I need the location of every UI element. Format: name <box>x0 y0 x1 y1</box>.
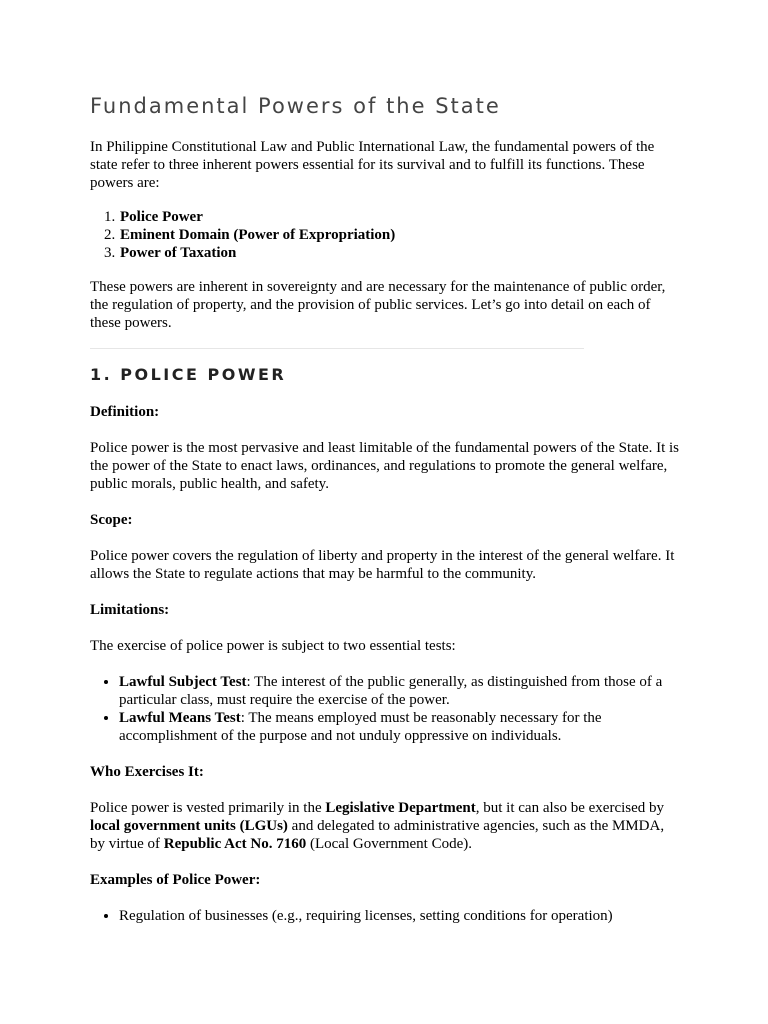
list-item <box>119 244 682 262</box>
list-item <box>119 208 682 226</box>
list-item <box>119 226 682 244</box>
section-divider <box>90 348 584 349</box>
page-title: Fundamental Powers of the State <box>90 94 501 118</box>
list-item <box>119 709 682 745</box>
examples-list <box>90 907 682 925</box>
who-exercises-label: Who Exercises It: <box>90 764 204 780</box>
emphasis: Republic Act No. 7160 <box>163 836 307 852</box>
text-run: and delegated to administrative agencies, such as the MMDA, by virtue of <box>90 818 665 852</box>
examples-label: Examples of Police Power: <box>90 872 261 888</box>
emphasis: local government units (LGUs) <box>90 818 288 834</box>
limitations-intro: The exercise of police power is subject to two essential tests: <box>90 638 456 654</box>
test-term: Lawful Subject Test <box>119 674 247 690</box>
list-item: • Regulation of businesses (e.g., requiring licenses, setting conditions for operation) <box>119 907 682 925</box>
power-name: Eminent Domain (Power of Expropriation) <box>120 227 396 243</box>
test-description: : The means employed must be reasonably necessary for the accomplishment of the purpose and not unduly oppressive on individuals. <box>119 710 602 744</box>
test-term: Lawful Means Test <box>119 710 241 726</box>
scope-label: Scope: <box>90 512 133 528</box>
power-name: Police Power <box>120 209 203 225</box>
list-item <box>119 673 682 709</box>
scope-text: Police power covers the regulation of liberty and property in the interest of the general welfare. It allows the State to regulate actions that may be harmful to the community. <box>90 548 675 582</box>
definition-label: Definition: <box>90 404 160 420</box>
limitations-label: Limitations: <box>90 602 170 618</box>
section-heading-police-power: 1. POLICE POWER <box>90 365 287 384</box>
power-name: Power of Taxation <box>120 245 237 261</box>
intro-paragraph: In Philippine Constitutional Law and Public International Law, the fundamental powers of the state refer to three inherent powers essential for its survival and to fulfill its functions. These powers are: <box>90 139 655 191</box>
who-exercises-text <box>90 799 682 853</box>
text-run: (Local Government Code). <box>306 836 473 852</box>
emphasis: Legislative Department <box>325 800 476 816</box>
test-description: : The interest of the public generally, as distinguished from those of a particular class, must require the exercise of the power. <box>119 674 663 708</box>
text-run: Police power is vested primarily in the <box>90 800 326 816</box>
summary-paragraph: These powers are inherent in sovereignty and are necessary for the maintenance of public order, the regulation of property, and the provision of public services. Let’s go into detail on each of these powers. <box>90 279 666 331</box>
definition-text: Police power is the most pervasive and least limitable of the fundamental powers of the State. It is the power of the State to enact laws, ordinances, and regulations to promote the general welfare, public morals, public health, and safety. <box>90 440 680 492</box>
powers-list <box>90 208 682 262</box>
document-body <box>90 92 682 943</box>
tests-list <box>90 673 682 745</box>
text-run: , but it can also be exercised by <box>475 800 665 816</box>
